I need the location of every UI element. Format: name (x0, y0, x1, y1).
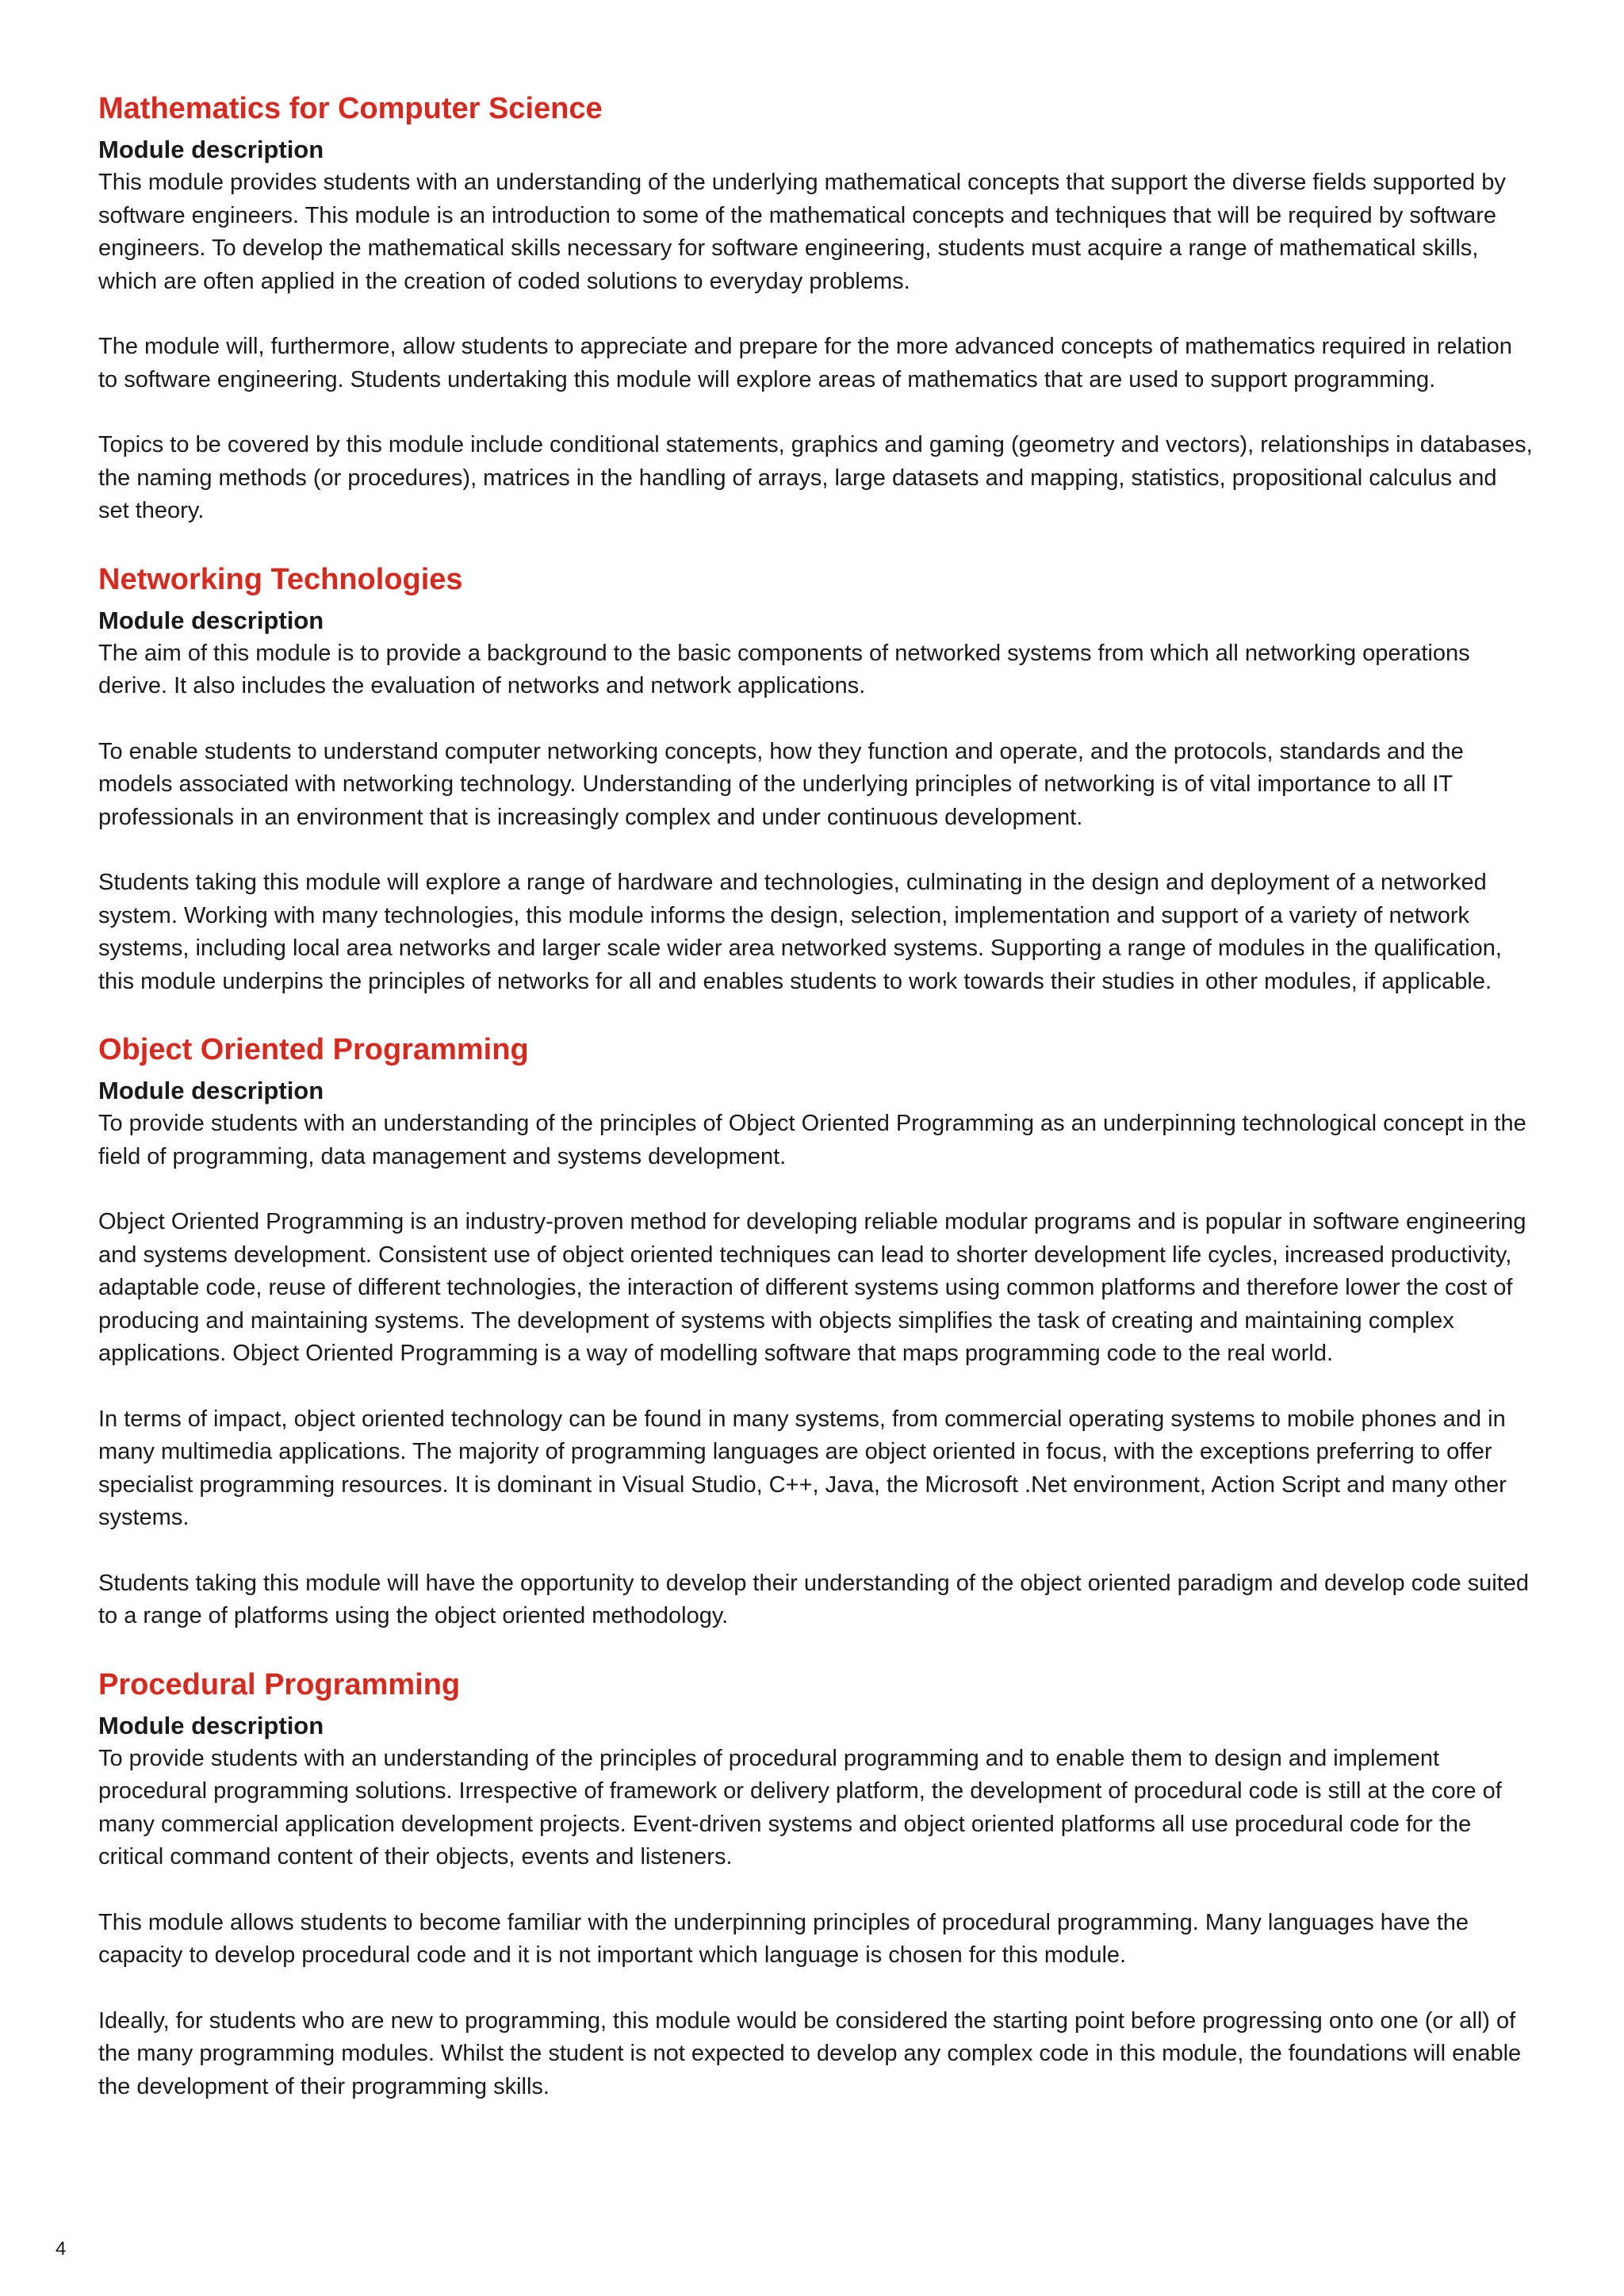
module-paragraph: Ideally, for students who are new to programming, this module would be considered the starting point before progressing onto one (or all) of the many programming modules. Whilst the student is not expected to develop any complex code in this module, the foundations will enable the development of their programming skills. (98, 2007, 1522, 2099)
module-paragraph: Students taking this module will explore a range of hardware and technologies, culminating in the design and deployment of a networked system. Working with many technologies, this module informs the design, selection, implementation and support of a variety of network systems, including local area networks and larger scale wider area networked systems. Supporting a range of modules in the qualification, this module underpins the principles of networks for all and enables students to work towards their studies in other modules, if applicable. (98, 870, 1502, 994)
module-title: Object Oriented Programming (98, 1033, 529, 1066)
module-title: Networking Technologies (98, 562, 463, 596)
module-description-heading: Module description (98, 1077, 324, 1104)
module-paragraph: Topics to be covered by this module include conditional statements, graphics and gaming (geometry and vectors), relationships in databases, the naming methods (or procedures), matrices in the handling of arrays, large datasets and mapping, statistics, propositional calculus and set theory. (98, 432, 1533, 523)
module-description-heading: Module description (98, 606, 324, 634)
module-paragraph: In terms of impact, object oriented technology can be found in many systems, from commercial operating systems to mobile phones and in many multimedia applications. The majority of programming languages are object oriented in focus, with the exceptions preferring to offer specialist programming resources. It is dominant in Visual Studio, C++, Java, the Microsoft .Net environment, Action Script and many other systems. (98, 1406, 1507, 1530)
module-procedural (98, 1663, 1534, 2104)
module-networking (98, 558, 1534, 999)
module-description-heading: Module description (98, 1711, 324, 1739)
page-number: 4 (56, 2238, 67, 2260)
module-description-heading: Module description (98, 136, 324, 163)
module-paragraph: To provide students with an understanding of the principles of procedural programming and to enable them to design and implement procedural programming solutions. Irrespective of framework or delivery platform, the development of procedural code is still at the core of many commercial application development projects. Event-driven systems and object oriented platforms all use procedural code for the critical command content of their objects, events and listeners. (98, 1745, 1502, 1869)
module-mathematics (98, 87, 1534, 528)
module-paragraph: To provide students with an understanding of the principles of Object Oriented Programming as an underpinning technological concept in the field of programming, data management and systems development. (98, 1111, 1526, 1169)
module-paragraph: To enable students to understand computer networking concepts, how they function and operate, and the protocols, standards and the models associated with networking technology. Understanding of the underlying principles of networking is of vital importance to all IT professionals in an environment that is increasingly complex and under continuous development. (98, 738, 1464, 830)
page-content (98, 87, 1534, 2133)
module-title: Procedural Programming (98, 1667, 461, 1701)
module-paragraph: Students taking this module will have the opportunity to develop their understanding of the object oriented paradigm and develop code suited to a range of platforms using the object oriented methodology. (98, 1570, 1530, 1628)
module-object-oriented (98, 1028, 1534, 1633)
module-paragraph: Object Oriented Programming is an industry-proven method for developing reliable modular programs and is popular in software engineering and systems development. Consistent use of object oriented techniques can lead to shorter development life cycles, increased productivity, adaptable code, reuse of different technologies, the interaction of different systems using common platforms and therefore lower the cost of producing and maintaining systems. The development of systems with objects simplifies the task of creating and maintaining complex applications. Object Oriented Programming is a way of modelling software that maps programming code to the real world. (98, 1209, 1526, 1366)
module-paragraph: The module will, furthermore, allow students to appreciate and prepare for the more advanced concepts of mathematics required in relation to software engineering. Students undertaking this module will explore areas of mathematics that are used to support programming. (98, 334, 1512, 392)
module-paragraph: This module allows students to become familiar with the underpinning principles of procedural programming. Many languages have the capacity to develop procedural code and it is not important which language is chosen for this module. (98, 1909, 1469, 1968)
module-title: Mathematics for Computer Science (98, 92, 603, 125)
module-paragraph: The aim of this module is to provide a background to the basic components of networked systems from which all networking operations derive. It also includes the evaluation of networks and network applications. (98, 640, 1470, 698)
module-paragraph: This module provides students with an understanding of the underlying mathematical concepts that support the diverse fields supported by software engineers. This module is an introduction to some of the mathematical concepts and techniques that will be required by software engineers. To develop the mathematical skills necessary for software engineering, students must acquire a range of mathematical skills, which are often applied in the creation of coded solutions to everyday problems. (98, 170, 1506, 294)
